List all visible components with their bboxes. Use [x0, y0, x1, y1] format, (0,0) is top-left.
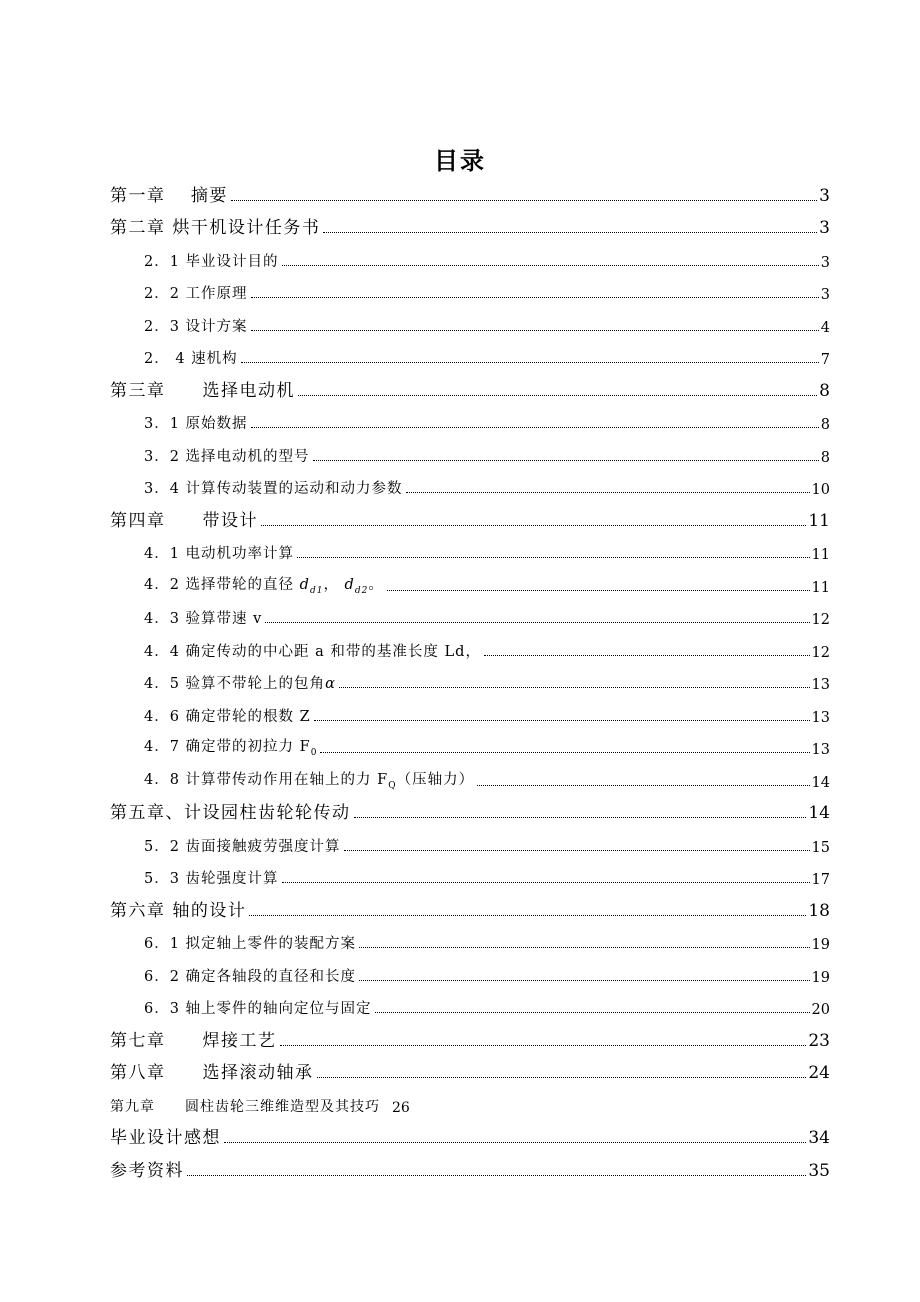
- toc-entry[interactable]: [110, 1151, 830, 1184]
- toc-entry-text: 6．2 确定各轴段的直径和长度: [144, 968, 357, 985]
- toc-page-number: 3: [819, 185, 830, 206]
- toc-subentry[interactable]: [110, 664, 830, 697]
- entry-label: 4．8 计算带传动作用在轴上的力 F: [144, 771, 389, 788]
- toc-page-number: 13: [811, 742, 830, 758]
- toc-entry-text: 2． 4 速机构: [144, 351, 238, 367]
- toc-page-number: 34: [808, 1128, 830, 1148]
- toc-entry[interactable]: [110, 209, 830, 242]
- toc-entry-text: 毕业设计感想: [110, 1128, 221, 1148]
- dot-leader: [375, 1012, 810, 1013]
- entry-label: 4．2 选择带轮的直径: [144, 576, 295, 593]
- toc-entry-text: 3．2 选择电动机的型号: [144, 448, 310, 465]
- toc-subentry[interactable]: [110, 241, 830, 274]
- entry-label-suffix: （压轴力）: [396, 771, 475, 788]
- dot-leader: [298, 395, 817, 396]
- toc-page-number: 23: [808, 1030, 830, 1051]
- toc-entry-text: 第三章 选择电动机: [110, 380, 295, 401]
- dot-leader: [280, 1045, 807, 1046]
- toc-entry-text: 4．4 确定传动的中心距 a 和带的基准长度 Ld，: [144, 643, 481, 660]
- toc-subentry[interactable]: [110, 956, 830, 989]
- toc-subentry[interactable]: [110, 566, 830, 599]
- toc-page-number: 13: [811, 677, 830, 693]
- toc-page-number: 3: [820, 254, 830, 271]
- formula-separator: ，: [323, 576, 345, 593]
- toc-page-number: 7: [820, 352, 830, 368]
- toc-entry-text: 4．3 验算带速 v: [144, 611, 263, 627]
- dot-leader: [265, 622, 809, 623]
- dot-leader: [249, 915, 806, 916]
- toc-page-number: 19: [811, 937, 830, 953]
- toc-page-number: 11: [811, 579, 830, 596]
- toc-subentry[interactable]: [110, 826, 830, 859]
- formula-d: d: [344, 576, 355, 593]
- toc-entry[interactable]: [110, 371, 830, 404]
- toc-page-number: 10: [811, 482, 830, 498]
- formula-end: 。: [368, 576, 384, 593]
- dot-leader: [297, 557, 809, 558]
- toc-entry-text: 5．2 齿面接触疲劳强度计算: [144, 838, 341, 855]
- toc-page-number: 8: [819, 380, 830, 401]
- toc-subentry[interactable]: [110, 599, 830, 632]
- toc-subentry[interactable]: [110, 631, 830, 664]
- toc-entry-text: 第七章 焊接工艺: [110, 1030, 277, 1051]
- dot-leader: [187, 1175, 806, 1176]
- toc-page-number: 3: [819, 218, 830, 238]
- toc-subentry[interactable]: [110, 436, 830, 469]
- dot-leader: [387, 590, 810, 591]
- dot-leader: [251, 330, 819, 331]
- formula-subscript: d1: [309, 585, 324, 596]
- toc-page-number: 12: [811, 644, 830, 661]
- toc-subentry[interactable]: [110, 696, 830, 729]
- dot-leader: [406, 492, 810, 493]
- dot-leader: [344, 850, 810, 851]
- toc-entry[interactable]: [110, 891, 830, 924]
- dot-leader: [261, 525, 806, 526]
- toc-entry-text: [144, 768, 474, 794]
- toc-page-number: 14: [811, 774, 830, 791]
- toc-subentry[interactable]: [110, 859, 830, 892]
- toc-page-number: 13: [811, 709, 830, 726]
- toc-page-number: 8: [820, 449, 830, 466]
- toc-entry[interactable]: [110, 1119, 830, 1152]
- toc-entry-text: 2．2 工作原理: [144, 286, 248, 302]
- toc-title: 目录: [434, 147, 486, 175]
- toc-entry-text: 3．1 原始数据: [144, 416, 248, 432]
- toc-page-number: 26: [392, 1099, 410, 1116]
- toc-entry-text: 4．6 确定带轮的根数 Z: [144, 708, 311, 725]
- dot-leader: [477, 785, 809, 786]
- toc-entry-text: 2．3 设计方案: [144, 318, 248, 335]
- dot-leader: [320, 752, 809, 753]
- toc-entry-text: 第二章 烘干机设计任务书: [110, 218, 321, 238]
- toc-entry-text: 第五章、计设园柱齿轮轮传动: [110, 803, 351, 823]
- formula-d: d: [299, 576, 310, 593]
- toc-subentry[interactable]: [110, 761, 830, 794]
- toc-subentry[interactable]: [110, 989, 830, 1022]
- toc-entry-text: 第六章 轴的设计: [110, 900, 247, 921]
- toc-subentry[interactable]: [110, 924, 830, 957]
- toc-entry-text: 第一章 摘要: [110, 185, 228, 206]
- toc-entry-text: 5．3 齿轮强度计算: [144, 871, 279, 887]
- dot-leader: [224, 1142, 806, 1143]
- toc-page-number: 11: [808, 510, 830, 531]
- toc-entry-text: [144, 672, 336, 696]
- toc-page-number: 14: [808, 803, 830, 823]
- dot-leader: [282, 882, 810, 883]
- entry-label: 4．7 确定带的初拉力 F: [144, 739, 311, 756]
- toc-entry-text: 第八章 选择滚动轴承: [110, 1063, 314, 1083]
- toc-page-number: 3: [820, 287, 830, 303]
- toc-page-number: 12: [811, 612, 830, 628]
- toc-page-number: 18: [808, 900, 830, 921]
- alpha-symbol: α: [325, 676, 336, 692]
- toc-subentry[interactable]: [110, 404, 830, 437]
- toc-page-number: 8: [820, 417, 830, 433]
- dot-leader: [484, 655, 810, 656]
- toc-entry[interactable]: [110, 176, 830, 209]
- toc-page-number: 24: [808, 1063, 830, 1083]
- dot-leader: [241, 362, 819, 363]
- dot-leader: [339, 687, 810, 688]
- toc-entry[interactable]: [110, 501, 830, 534]
- dot-leader: [251, 427, 819, 428]
- dot-leader: [251, 297, 819, 298]
- entry-label: 4．5 验算不带轮上的包角: [144, 676, 326, 692]
- dot-leader: [359, 980, 809, 981]
- toc-subentry[interactable]: [110, 339, 830, 372]
- toc-entry-text: 4．1 电动机功率计算: [144, 546, 295, 562]
- table-of-contents: [110, 176, 830, 1184]
- dot-leader: [282, 265, 819, 266]
- dot-leader: [231, 200, 817, 201]
- toc-entry-text: [144, 573, 384, 599]
- toc-page-number: 4: [820, 319, 830, 336]
- formula-subscript: d2: [354, 585, 369, 596]
- toc-subentry[interactable]: [110, 274, 830, 307]
- toc-entry-text: 2．1 毕业设计目的: [144, 253, 279, 270]
- toc-subentry[interactable]: [110, 729, 830, 762]
- dot-leader: [359, 947, 809, 948]
- toc-page-number: 19: [811, 969, 830, 986]
- toc-entry-plain[interactable]: [110, 1086, 830, 1119]
- dot-leader: [323, 232, 817, 233]
- toc-entry-text: 3．4 计算传动装置的运动和动力参数: [144, 481, 403, 497]
- toc-entry-text: [144, 735, 317, 761]
- toc-entry-text: 第九章 圆柱齿轮三维维造型及其技巧: [110, 1098, 380, 1115]
- dot-leader: [314, 720, 810, 721]
- toc-subentry[interactable]: [110, 534, 830, 567]
- toc-subentry[interactable]: [110, 306, 830, 339]
- dot-leader: [317, 1077, 807, 1078]
- subscript: Q: [388, 780, 397, 791]
- toc-entry-text: 第四章 带设计: [110, 510, 258, 531]
- toc-entry-text: 6．1 拟定轴上零件的装配方案: [144, 936, 357, 952]
- toc-page-number: 20: [811, 1002, 830, 1018]
- toc-page-number: 15: [811, 839, 830, 856]
- toc-page-number: 17: [811, 872, 830, 888]
- toc-entry[interactable]: [110, 1021, 830, 1054]
- toc-subentry[interactable]: [110, 469, 830, 502]
- toc-entry[interactable]: [110, 794, 830, 827]
- toc-entry-text: 6．3 轴上零件的轴向定位与固定: [144, 1001, 372, 1017]
- toc-page-number: 35: [808, 1160, 830, 1181]
- toc-page-number: 11: [811, 547, 830, 563]
- dot-leader: [313, 460, 819, 461]
- toc-entry[interactable]: [110, 1054, 830, 1087]
- dot-leader: [354, 817, 807, 818]
- toc-entry-text: 参考资料: [110, 1160, 184, 1181]
- subscript: 0: [310, 748, 318, 758]
